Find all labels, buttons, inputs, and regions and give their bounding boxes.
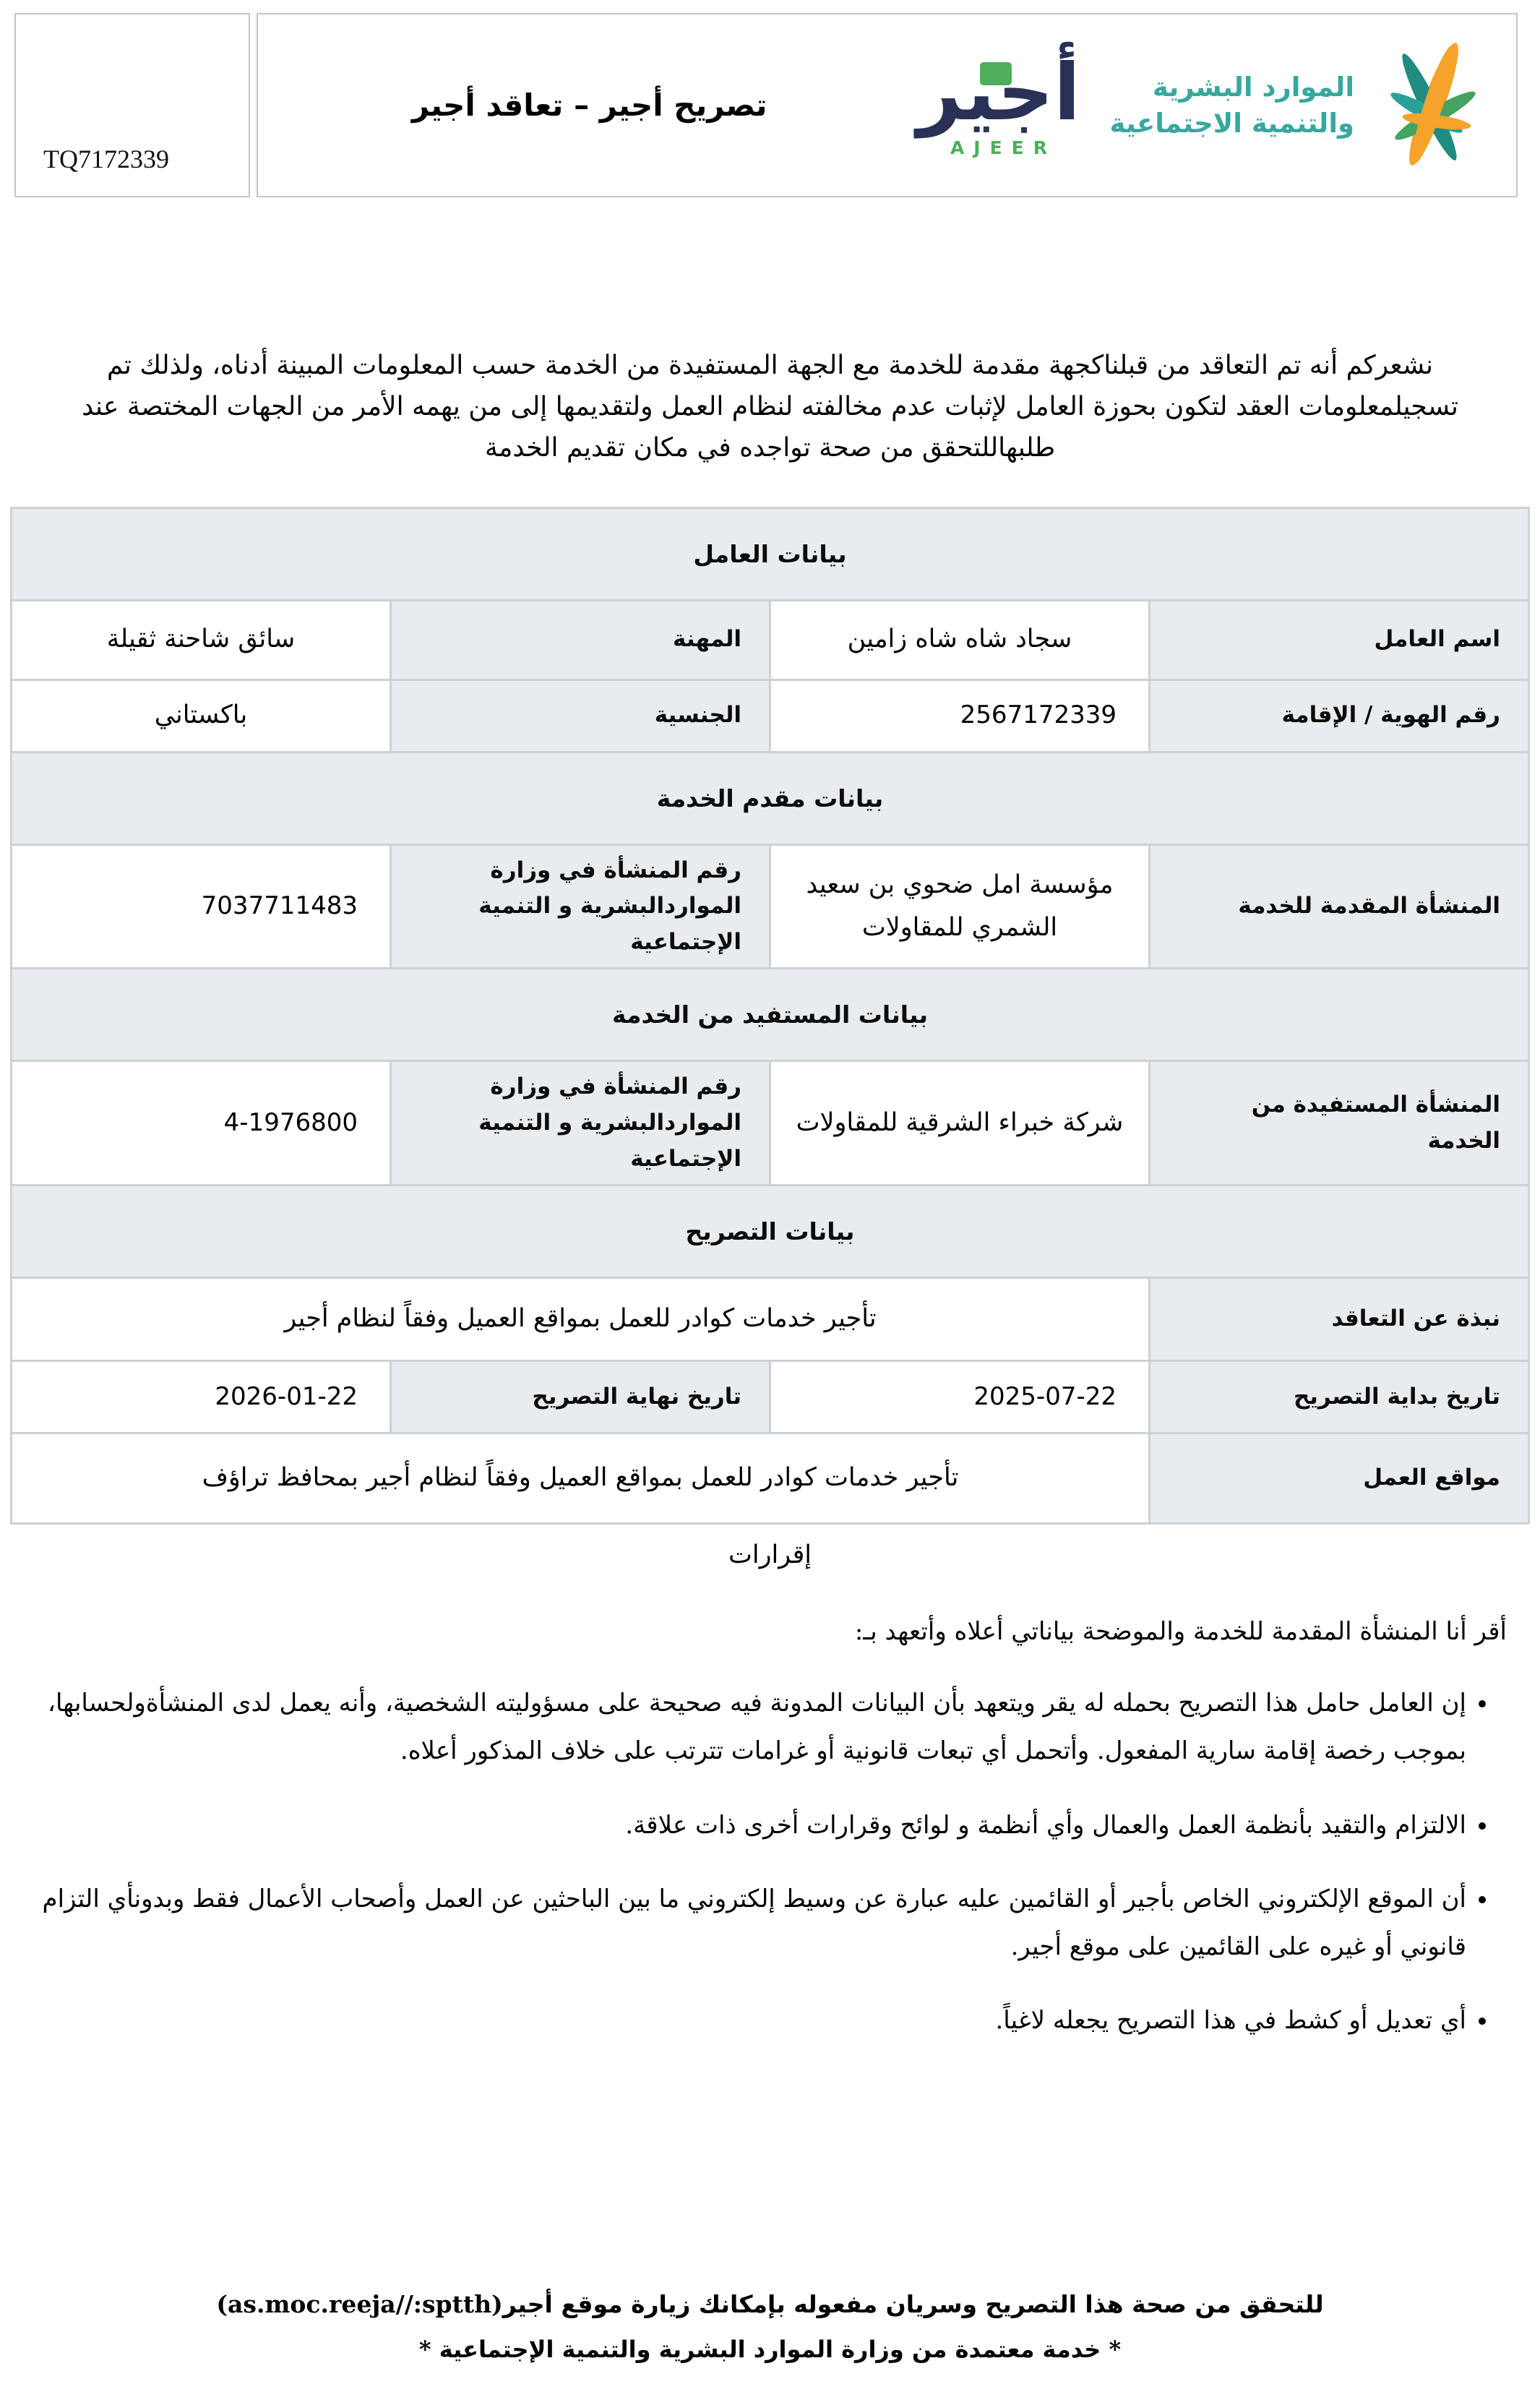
contract-summary-value: تأجير خدمات كوادر للعمل بمواقع العميل وفقاً لنظام أجير bbox=[12, 1278, 1150, 1361]
intro-paragraph: نشعركم أنه تم التعاقد من قبلناكجهة مقدمة للخدمة مع الجهة المستفيدة من الخدمة حسب المعلومات المبينة أدناه، ولذلك تم تسجيلمعلومات العقد لتكون بحوزة العامل لإثبات عدم مخالفته لنظام العمل ولتقديمها إلى من يهمه الأمر من الجهات المختصة عند طلبهاللتحقق من صحة تواجده في مكان تقديم الخدمة bbox=[82, 351, 1458, 463]
section-title-permit: بيانات التصريح bbox=[12, 1186, 1529, 1278]
worker-id-label: رقم الهوية / الإقامة bbox=[1150, 680, 1529, 752]
declarations-list bbox=[33, 1679, 1507, 2045]
table-row-worker-id bbox=[12, 680, 1529, 752]
table-row-work-locations bbox=[12, 1433, 1529, 1524]
permit-start-date-label: تاريخ بداية التصريح bbox=[1150, 1361, 1529, 1433]
title-area bbox=[265, 87, 913, 123]
declaration-item: • أن الموقع الإلكتروني الخاص بأجير أو القائمين عليه عبارة عن وسيط إلكتروني ما بين الباحثين عن العمل وأصحاب الأعمال فقط وبدونأي التزام قانوني أو غيره على القائمين على موقع أجير. bbox=[33, 1875, 1466, 1971]
permit-number: TQ7172339 bbox=[43, 145, 169, 173]
ministry-name-line2: والتنمية الاجتماعية bbox=[1109, 107, 1354, 139]
provider-name-value: مؤسسة امل ضحوي بن سعيد الشمري للمقاولات bbox=[770, 844, 1150, 969]
permit-number-box bbox=[14, 13, 250, 197]
work-locations-label: مواقع العمل bbox=[1150, 1433, 1529, 1524]
section-title-beneficiary: بيانات المستفيد من الخدمة bbox=[12, 969, 1529, 1061]
declaration-item: • أي تعديل أو كشط في هذا التصريح يجعله لاغياً. bbox=[33, 1997, 1466, 2044]
provider-name-label: المنشأة المقدمة للخدمة bbox=[1150, 844, 1529, 969]
table-row-permit-dates bbox=[12, 1361, 1529, 1433]
worker-name-label: اسم العامل bbox=[1150, 600, 1529, 680]
verification-note: للتحقق من صحة هذا التصريح وسريان مفعوله بإمكانك زيارة موقع أجير(as.moc.reeja//:sptth) bbox=[216, 2290, 1324, 2318]
permit-end-date-label: تاريخ نهاية التصريح bbox=[391, 1361, 770, 1433]
ministry-name-line1: الموارد البشرية bbox=[1152, 71, 1354, 103]
declaration-item: • الالتزام والتقيد بأنظمة العمل والعمال وأي أنظمة و لوائح وقرارات أخرى ذات علاقة. bbox=[33, 1801, 1466, 1849]
declarations-section bbox=[33, 1611, 1507, 2045]
table-row-worker-name bbox=[12, 600, 1529, 680]
declarations-intro: أقر أنا المنشأة المقدمة للخدمة والموضحة بياناتي أعلاه وأتعهد بـ: bbox=[854, 1617, 1507, 1647]
ministry-emblem-icon bbox=[1364, 32, 1496, 179]
section-title-provider: بيانات مقدم الخدمة bbox=[12, 752, 1529, 844]
permit-end-date-value: 2026-01-22 bbox=[12, 1361, 391, 1433]
section-header-beneficiary bbox=[12, 969, 1529, 1061]
page-title: تصريح أجير – تعاقد أجير bbox=[411, 87, 767, 123]
beneficiary-name-label: المنشأة المستفيدة من الخدمة bbox=[1150, 1061, 1529, 1186]
beneficiary-mol-number-value: 4-1976800 bbox=[12, 1061, 391, 1186]
worker-id-value: 2567172339 bbox=[770, 680, 1150, 752]
worker-profession-value: سائق شاحنة ثقيلة bbox=[12, 600, 391, 680]
table-row-beneficiary bbox=[12, 1061, 1529, 1186]
section-header-provider bbox=[12, 752, 1529, 844]
section-header-worker bbox=[12, 507, 1529, 600]
table-row-provider bbox=[12, 844, 1529, 969]
ajeer-logo-arabic: أجير bbox=[916, 48, 1081, 139]
title-logo-box bbox=[257, 13, 1518, 197]
table-row-contract-summary bbox=[12, 1278, 1529, 1361]
ministry-name bbox=[1109, 69, 1354, 142]
provider-mol-number-label: رقم المنشأة في وزارة المواردالبشرية و التنمية الإجتماعية bbox=[391, 844, 770, 969]
section-title-worker: بيانات العامل bbox=[12, 507, 1529, 600]
ajeer-logo-latin: AJEER bbox=[950, 137, 1057, 158]
beneficiary-mol-number-label: رقم المنشأة في وزارة المواردالبشرية و التنمية الإجتماعية bbox=[391, 1061, 770, 1186]
declaration-item: • إن العامل حامل هذا التصريح بحمله له يقر ويتعهد بأن البيانات المدونة فيه صحيحة على مسؤوليته الشخصية، وأنه يعمل لدى المنشأةولحسابها، بموجب رخصة إقامة سارية المفعول. وأتحمل أي تبعات قانونية أو غرامات تترتب على خلاف المذكور أعلاه. bbox=[33, 1679, 1466, 1775]
accreditation-note: * خدمة معتمدة من وزارة الموارد البشرية والتنمية الإجتماعية * bbox=[418, 2336, 1122, 2363]
work-locations-value: تأجير خدمات كوادر للعمل بمواقع العميل وفقاً لنظام أجير بمحافظ تراؤف bbox=[12, 1433, 1150, 1524]
worker-profession-label: المهنة bbox=[391, 600, 770, 680]
permit-start-date-value: 2025-07-22 bbox=[770, 1361, 1150, 1433]
document-footer bbox=[0, 2290, 1540, 2363]
provider-mol-number-value: 7037711483 bbox=[12, 844, 391, 969]
worker-name-value: سجاد شاه شاه زامين bbox=[770, 600, 1150, 680]
section-header-permit bbox=[12, 1186, 1529, 1278]
ajeer-logo bbox=[913, 48, 1083, 158]
document-header bbox=[14, 13, 1518, 197]
worker-nationality-value: باكستاني bbox=[12, 680, 391, 752]
worker-nationality-label: الجنسية bbox=[391, 680, 770, 752]
permit-table bbox=[10, 507, 1530, 1525]
beneficiary-name-value: شركة خبراء الشرقية للمقاولات bbox=[770, 1061, 1150, 1186]
contract-summary-label: نبذة عن التعاقد bbox=[1150, 1278, 1529, 1361]
declarations-heading: إقرارات bbox=[728, 1540, 812, 1570]
